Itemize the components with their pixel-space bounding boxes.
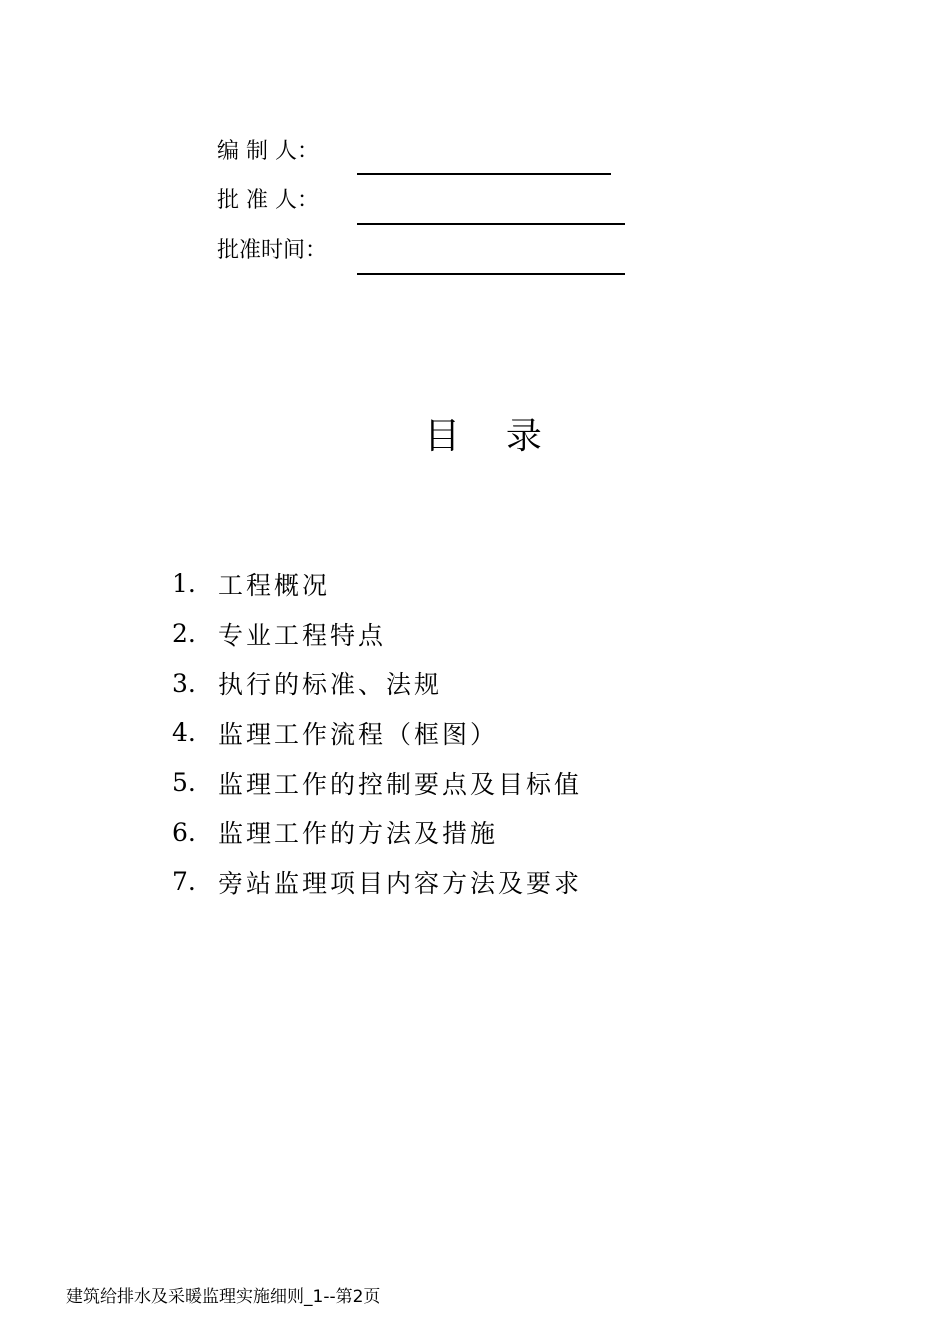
toc-item-text: 监理工作流程（框图） (218, 719, 499, 749)
toc-list (172, 559, 582, 907)
approver-label: 批 准 人： (217, 188, 319, 213)
toc-item-text: 监理工作的方法及措施 (218, 819, 499, 849)
toc-item (172, 559, 582, 609)
toc-item-text: 旁站监理项目内容方法及要求 (218, 868, 583, 898)
toc-item-number: 7. (172, 867, 196, 897)
toc-item (172, 609, 582, 659)
toc-item-text: 工程概况 (218, 570, 331, 600)
toc-item-text: 执行的标准、法规 (218, 670, 443, 700)
signature-row-compiler (0, 137, 950, 167)
toc-item-text: 专业工程特点 (218, 620, 387, 650)
signature-row-approval-date (0, 236, 950, 266)
toc-item-number: 6. (172, 817, 196, 847)
toc-item-number: 2. (172, 619, 196, 649)
page-footer: 建筑给排水及采暖监理实施细则_1--第2页 (66, 1287, 381, 1307)
toc-item (172, 658, 582, 708)
toc-item (172, 857, 582, 907)
toc-item-number: 1. (172, 569, 196, 599)
toc-item-number: 3. (172, 668, 196, 698)
approver-signature-line (357, 223, 625, 225)
toc-item (172, 708, 582, 758)
signature-row-approver (0, 186, 950, 216)
toc-item (172, 807, 582, 857)
toc-item (172, 758, 582, 808)
toc-item-text: 监理工作的控制要点及目标值 (218, 769, 583, 799)
toc-title: 目 录 (424, 416, 542, 457)
compiler-label: 编 制 人： (217, 139, 319, 164)
toc-item-number: 5. (172, 768, 196, 798)
approval-date-signature-line (357, 273, 625, 275)
approval-date-label: 批准时间： (217, 238, 328, 263)
toc-item-number: 4. (172, 718, 196, 748)
compiler-signature-line (357, 173, 611, 175)
